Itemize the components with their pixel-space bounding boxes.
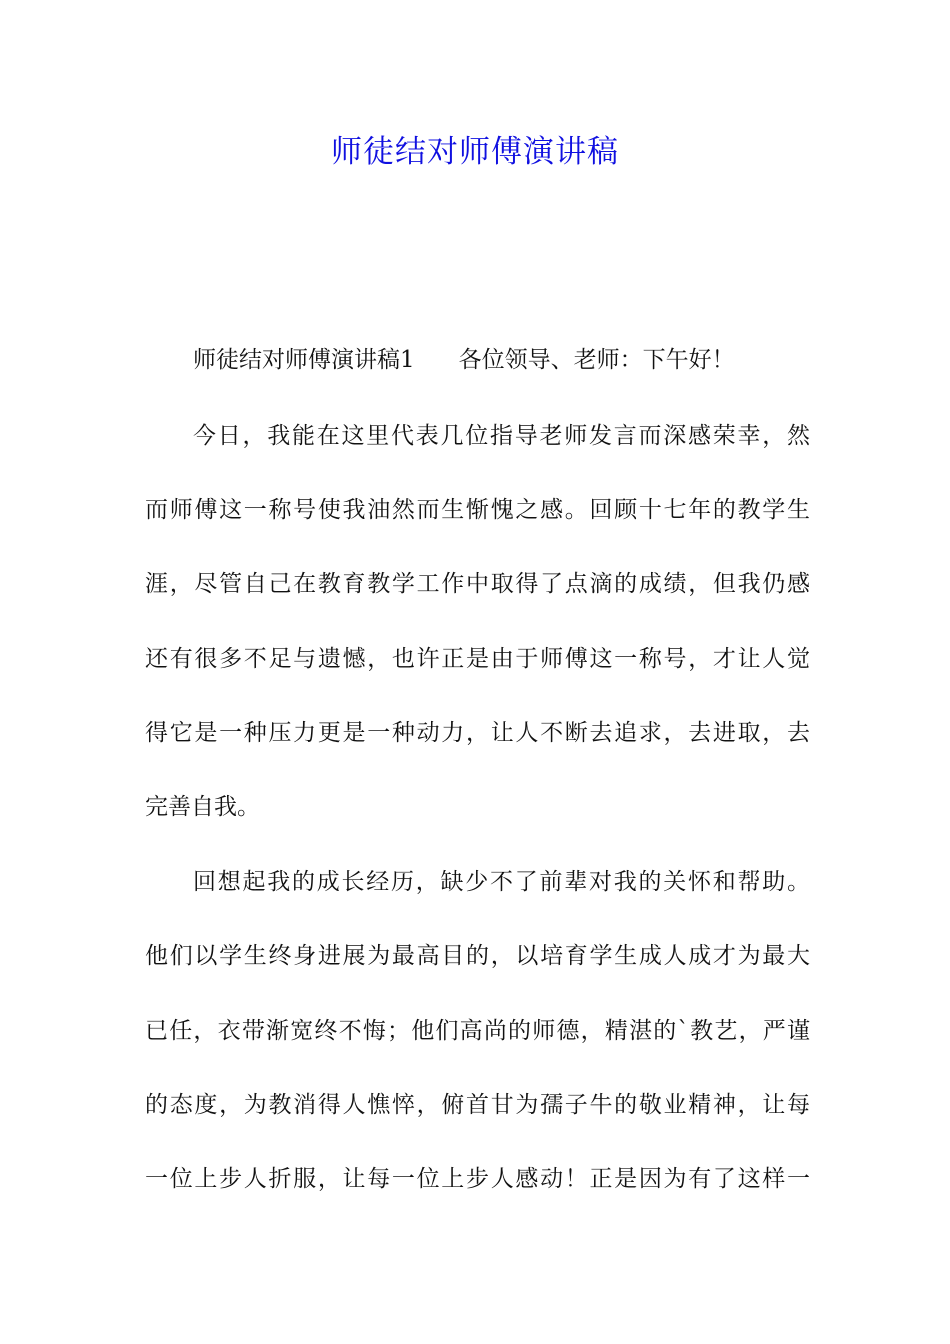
paragraph-line: 已任，衣带渐宽终不悔；他们高尚的师德，精湛的`教艺，严谨: [145, 1018, 810, 1044]
paragraph-line: 涯，尽管自己在教育教学工作中取得了点滴的成绩，但我仍感: [145, 571, 810, 597]
intro-line: [193, 340, 810, 380]
paragraph-line: 今日，我能在这里代表几位指导老师发言而深感荣幸，然: [193, 423, 810, 449]
paragraph-line: 还有很多不足与遗憾，也许正是由于师傅这一称号，才让人觉: [145, 646, 810, 672]
document-title: 师徒结对师傅演讲稿: [331, 134, 619, 170]
paragraph-line: 回想起我的成长经历，缺少不了前辈对我的关怀和帮助。: [193, 869, 810, 895]
paragraph-line: 一位上步人折服，让每一位上步人感动！正是因为有了这样一: [145, 1166, 810, 1192]
intro-heading: 师徒结对师傅演讲稿1: [193, 347, 415, 373]
paragraph-line: 完善自我。: [145, 794, 260, 820]
paragraph-line: 而师傅这一称号使我油然而生惭愧之感。回顾十七年的教学生: [145, 497, 810, 523]
paragraph-line: 得它是一种压力更是一种动力，让人不断去追求，去进取，去: [145, 720, 810, 746]
paragraph-line: 的态度，为教消得人憔悴，俯首甘为孺子牛的敬业精神，让每: [145, 1092, 810, 1118]
intro-greeting: 各位领导、老师：下午好！: [458, 347, 735, 373]
paragraph-line: 他们以学生终身进展为最高目的，以培育学生成人成才为最大: [145, 943, 810, 969]
